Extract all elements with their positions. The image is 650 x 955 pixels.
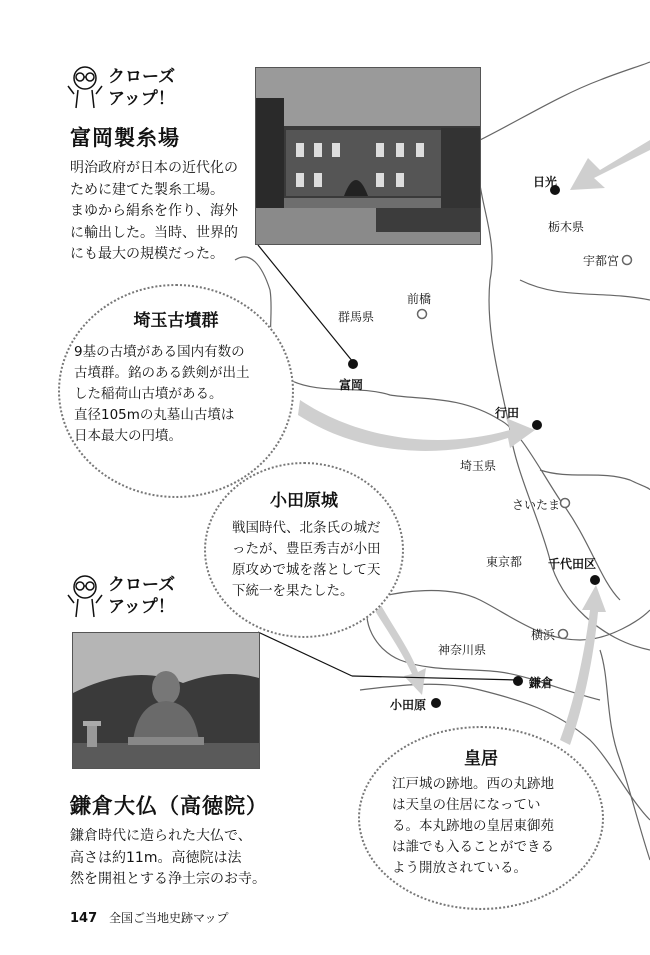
page-number: 147 bbox=[70, 911, 98, 926]
sakitama-title: 埼玉古墳群 bbox=[133, 311, 219, 331]
kamakura-title: 鎌倉大仏（高徳院） bbox=[70, 794, 268, 818]
label-odawara: 小田原 bbox=[390, 698, 427, 712]
odawara-title: 小田原城 bbox=[270, 491, 338, 511]
label-utsunomiya: 宇都宮 bbox=[583, 254, 620, 268]
label-tokyo: 東京都 bbox=[486, 555, 523, 569]
label-saitama-pref: 埼玉県 bbox=[460, 459, 497, 473]
closeup-label-tomioka: クローズ アップ！ bbox=[108, 67, 176, 109]
tomioka-title: 富岡製糸場 bbox=[70, 126, 180, 150]
mascot-icon bbox=[66, 64, 104, 110]
closeup-label-kamakura: クローズ アップ！ bbox=[108, 575, 176, 617]
tomioka-photo bbox=[255, 67, 481, 245]
label-maebashi: 前橋 bbox=[407, 292, 432, 306]
label-tomioka: 富岡 bbox=[339, 378, 364, 392]
kamakura-photo bbox=[72, 632, 260, 769]
label-nikko: 日光 bbox=[533, 175, 558, 189]
label-yokohama: 横浜 bbox=[531, 628, 556, 642]
sakitama-text: 9基の古墳がある国内有数の 古墳群。銘のある鉄剣が出土 した稲荷山古墳がある。 直径105mの丸墓山古墳は 日本最大の円墳。 bbox=[74, 344, 250, 444]
label-gyoda: 行田 bbox=[495, 406, 520, 420]
kamakura-text: 鎌倉時代に造られた大仏で、 高さは約11m。高徳院は法 然を開祖とする浄土宗のお寺。 bbox=[70, 828, 266, 887]
label-kamakura: 鎌倉 bbox=[529, 676, 554, 690]
label-chiyoda: 千代田区 bbox=[548, 557, 597, 571]
label-kanagawa: 神奈川県 bbox=[438, 643, 487, 657]
kokyo-text: 江戸城の跡地。西の丸跡地 は天皇の住居になってい る。本丸跡地の皇居東御苑 は誰でも入ることができる よう開放されている。 bbox=[392, 776, 554, 876]
mascot-icon bbox=[66, 573, 104, 619]
odawara-text: 戦国時代、北条氏の城だ ったが、豊臣秀吉が小田 原攻めで城を落として天 下統一を果たした。 bbox=[232, 520, 381, 599]
label-saitama-city: さいたま bbox=[512, 498, 561, 512]
label-tochigi: 栃木県 bbox=[548, 220, 585, 234]
label-gunma: 群馬県 bbox=[338, 310, 375, 324]
kokyo-title: 皇居 bbox=[464, 749, 498, 769]
book-title: 全国ご当地史跡マップ bbox=[108, 911, 229, 925]
page-footer bbox=[70, 909, 229, 926]
tomioka-text: 明治政府が日本の近代化の ために建てた製糸工場。 まゆから絹糸を作り、海外 に輸出した。当時、世界的 にも最大の規模だった。 bbox=[70, 160, 238, 262]
